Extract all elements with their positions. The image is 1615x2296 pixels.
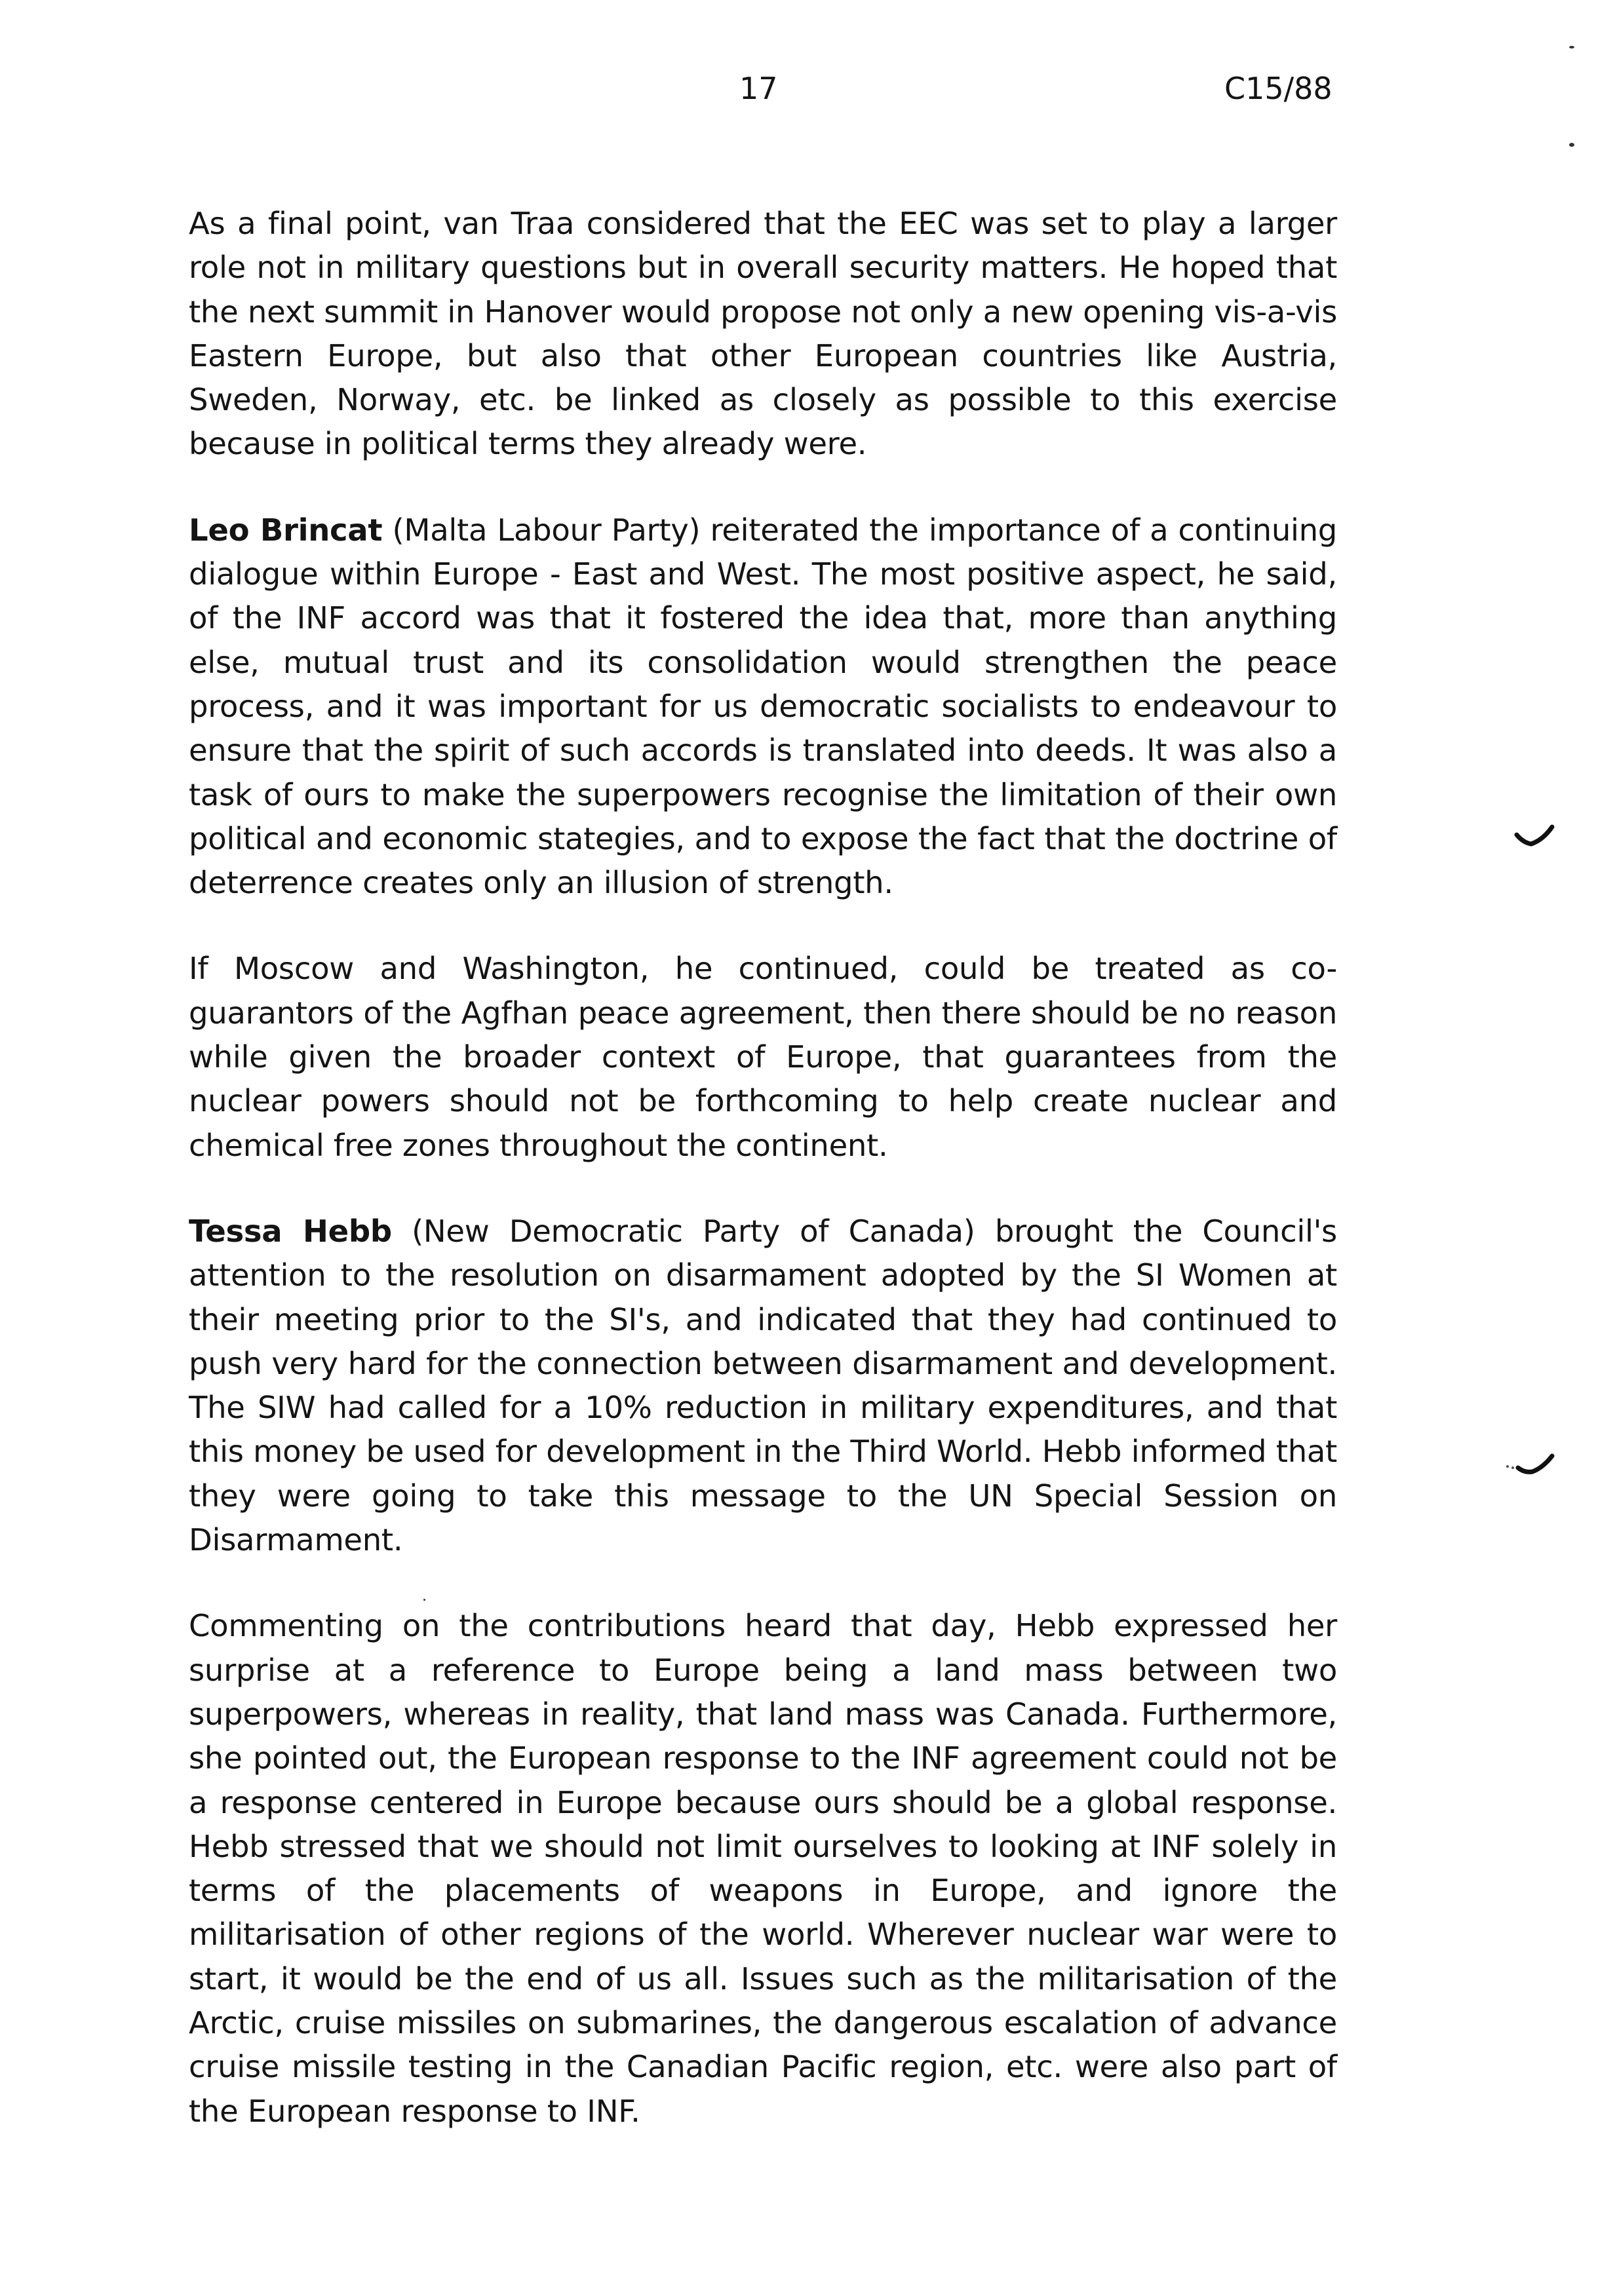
check-mark-icon [1514,823,1556,849]
document-body [189,202,1337,2175]
scan-speck [423,1599,425,1601]
paragraph-hebb-commenting [189,1604,1337,2133]
speaker-name: Leo Brincat [189,512,383,548]
scan-speck [1569,143,1574,147]
paragraph-leo-brincat [189,508,1337,906]
paragraph-text: Commenting on the contributions heard that day, Hebb expressed her surprise at a reference to Europe being a land mass between two superpowers, whereas in reality, that land mass was Canada. Furthermore, she pointed out, the European response to the INF agreement could not be a response centered in Europe because ours should be a global response. Hebb stressed that we should not limit ourselves to looking at INF solely in terms of the placements of weapons in Europe, and ignore the militarisation of other regions of the world. Wherever nuclear war were to start, it would be the end of us all. Issues such as the militarisation of the Arctic, cruise missiles on submarines, the dangerous escalation of advance cruise missile testing in the Canadian Pacific region, etc. were also part of the European response to INF. [189,1608,1337,2129]
paragraph-van-traa [189,202,1337,467]
speaker-name: Tessa Hebb [189,1213,392,1249]
check-mark-icon [1505,1452,1557,1478]
paragraph-text: (New Democratic Party of Canada) brought the Council's attention to the resolution on disarmament adopted by the SI Women at their meeting prior to the SI's, and indicated that they had continued to push very hard for the connection between disarmament and development. The SIW had called for a 10% reduction in military expenditures, and that this money be used for development in the Third World. Hebb informed that they were going to take this message to the UN Special Session on Disarmament. [189,1213,1337,1558]
paragraph-text: (Malta Labour Party) reiterated the importance of a continuing dialogue within Europe - East and West. The most positive aspect, he said, of the INF accord was that it fostered the idea that, more than anything else, mutual trust and its consolidation would strengthen the peace process, and it was important for us democratic socialists to endeavour to ensure that the spirit of such accords is translated into deeds. It was also a task of ours to make the superpowers recognise the limitation of their own political and economic stategies, and to expose the fact that the doctrine of deterrence creates only an illusion of strength. [189,512,1338,901]
paragraph-text: As a final point, van Traa considered that the EEC was set to play a larger role not in military questions but in overall security matters. He hoped that the next summit in Hanover would propose not only a new opening vis-a-vis Eastern Europe, but also that other European countries like Austria, Sweden, Norway, etc. be linked as closely as possible to this exercise because in political terms they already were. [189,206,1337,462]
paragraph-tessa-hebb [189,1210,1337,1562]
scan-speck [1569,46,1574,48]
paragraph-text: If Moscow and Washington, he continued, could be treated as co-guarantors of the Agfhan peace agreement, then there should be no reason while given the broader context of Europe, that guarantees from the nuclear powers should not be forthcoming to help create nuclear and chemical free zones throughout the continent. [189,951,1337,1163]
paragraph-moscow-washington [189,947,1337,1167]
page-number: 17 [739,71,778,106]
document-reference: C15/88 [1224,71,1333,106]
page-header [0,71,1615,117]
